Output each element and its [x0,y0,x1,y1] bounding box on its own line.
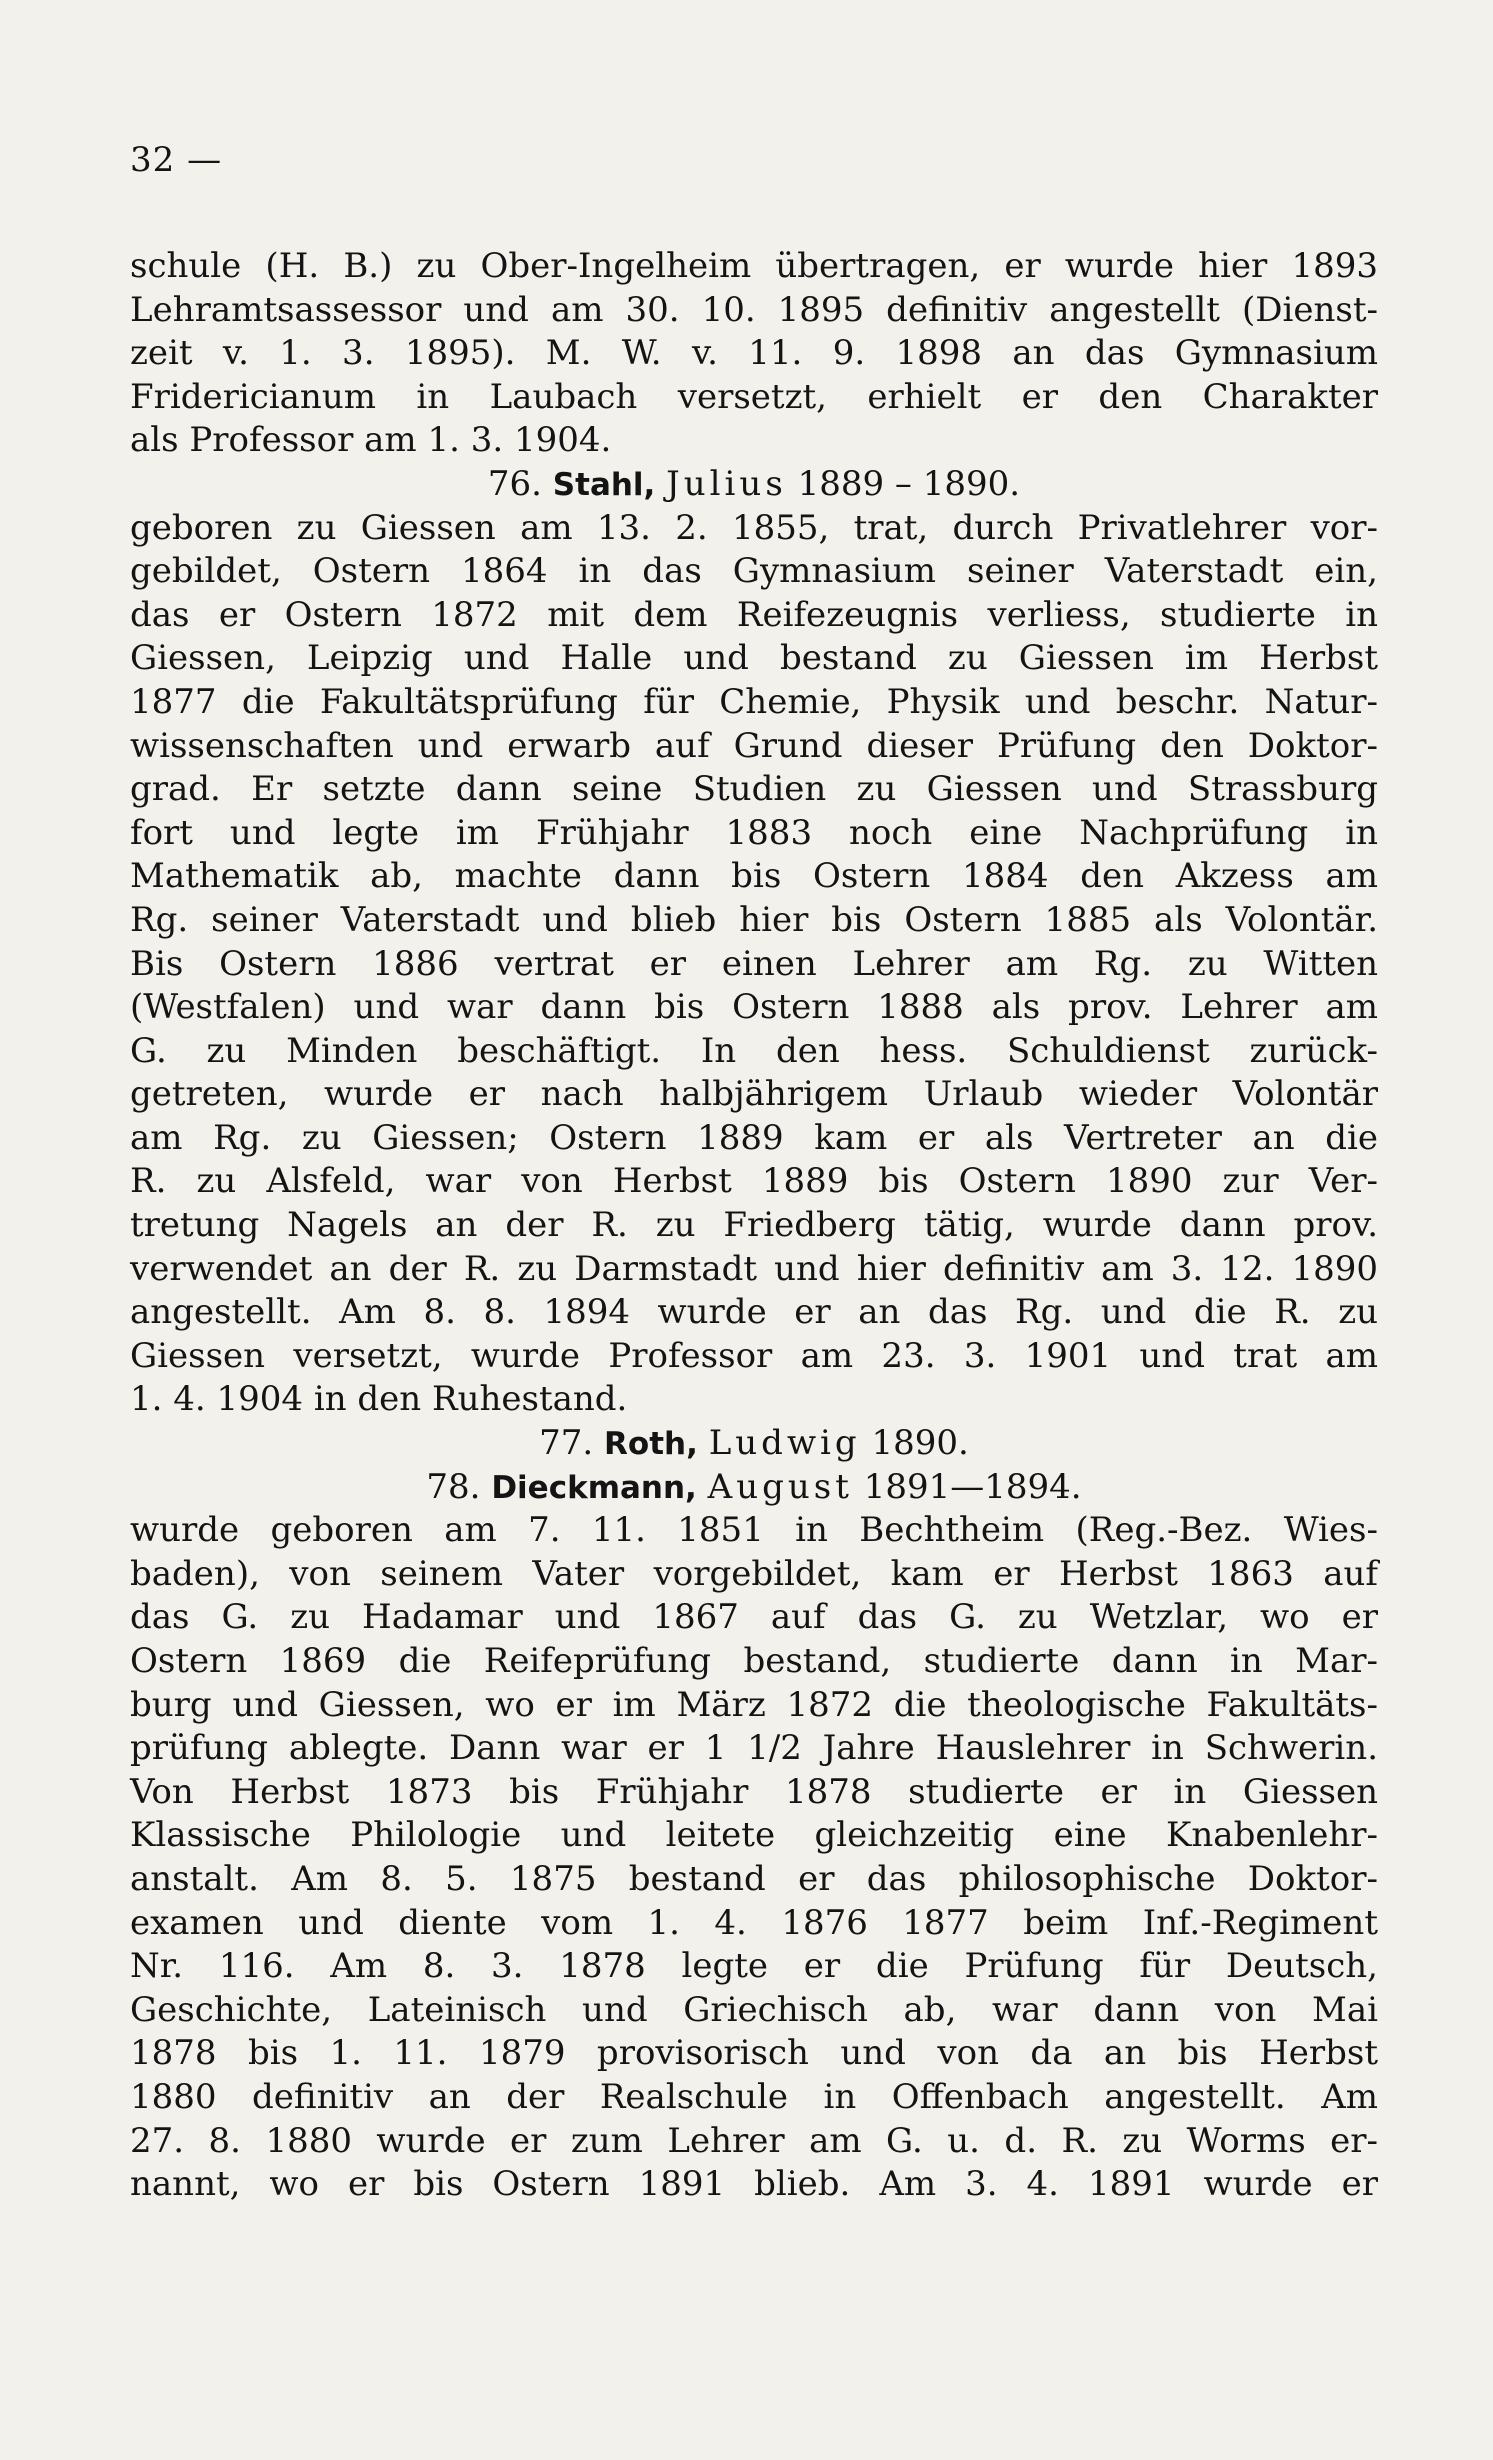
text-line: am Rg. zu Giessen; Ostern 1889 kam er als Vertreter an die [130,1117,1378,1158]
text-line: Von Herbst 1873 bis Frühjahr 1878 studierte er in Giessen [130,1771,1378,1812]
text-line: angestellt. Am 8. 8. 1894 wurde er an das Rg. und die R. zu [130,1292,1378,1333]
text-line: nannt, wo er bis Ostern 1891 blieb. Am 3. 4. 1891 wurde er [130,2164,1378,2205]
text-line: tretung Nagels an der R. zu Friedberg tätig, wurde dann prov. [130,1205,1378,1246]
text-line: 1878 bis 1. 11. 1879 provisorisch und von da an bis Herbst [130,2033,1378,2074]
text-line: 1. 4. 1904 in den Ruhestand. [130,1379,628,1420]
text-line: 1877 die Fakultätsprüfung für Chemie, Physik und beschr. Natur- [130,681,1378,722]
text-line: zeit v. 1. 3. 1895). M. W. v. 11. 9. 1898 an das Gymnasium [130,333,1378,374]
entry-heading-78 [130,1466,1378,1510]
text-line: wissenschaften und erwarb auf Grund dieser Prüfung den Doktor- [130,725,1378,766]
text-line: Lehramtsassessor und am 30. 10. 1895 definitiv angestellt (Dienst- [130,289,1378,330]
text-line: 1880 definitiv an der Realschule in Offenbach angestellt. Am [130,2076,1378,2117]
entry-heading-76 [130,463,1378,507]
text-line: Giessen versetzt, wurde Professor am 23. 3. 1901 und trat am [130,1335,1378,1376]
text-line: Mathematik ab, machte dann bis Ostern 1884 den Akzess am [130,856,1378,897]
text-line: das er Ostern 1872 mit dem Reifezeugnis verliess, studierte in [130,594,1378,635]
text-line: fort und legte im Frühjahr 1883 noch eine Nachprüfung in [130,812,1378,853]
text-line: burg und Giessen, wo er im März 1872 die theologische Fakultäts- [130,1684,1378,1725]
text-line: baden), von seinem Vater vorgebildet, kam er Herbst 1863 auf [130,1553,1378,1594]
entry-surname: Stahl, [552,466,656,503]
entry-years: 1890. [871,1423,969,1464]
text-line: Ostern 1869 die Reifeprüfung bestand, studierte dann in Mar- [130,1641,1378,1681]
entry-years: 1891—1894. [863,1466,1082,1507]
entry-surname: Roth, [604,1426,698,1463]
text-line: gebildet, Ostern 1864 in das Gymnasium seiner Vaterstadt ein, [130,551,1378,592]
text-line: als Professor am 1. 3. 1904. [130,420,612,461]
entry-given-name: August [707,1466,853,1507]
entry-number: 78. [426,1466,481,1507]
text-line: 27. 8. 1880 wurde er zum Lehrer am G. u. d. R. zu Worms er- [130,2120,1378,2161]
text-line: schule (H. B.) zu Ober-Ingelheim übertragen, er wurde hier 1893 [130,246,1378,286]
entry-given-name: Ludwig [708,1423,861,1464]
body-text [130,245,1378,2207]
page-number: 32 — [130,140,223,180]
entry-given-name: Julius [666,463,787,504]
text-line: grad. Er setzte dann seine Studien zu Giessen und Strassburg [130,769,1378,810]
text-line: Bis Ostern 1886 vertrat er einen Lehrer am Rg. zu Witten [130,943,1378,984]
text-line: Giessen, Leipzig und Halle und bestand zu Giessen im Herbst [130,638,1378,679]
entry-number: 76. [487,463,542,504]
text-line: Fridericianum in Laubach versetzt, erhielt er den Charakter [130,376,1378,417]
text-line: geboren zu Giessen am 13. 2. 1855, trat, durch Privatlehrer vor- [130,507,1378,548]
text-line: examen und diente vom 1. 4. 1876 1877 beim Inf.-Regiment [130,1902,1378,1943]
text-line: Rg. seiner Vaterstadt und blieb hier bis Ostern 1885 als Volontär. [130,899,1378,940]
entry-heading-77 [130,1422,1378,1466]
text-line: das G. zu Hadamar und 1867 auf das G. zu Wetzlar, wo er [130,1597,1378,1638]
entry-number: 77. [539,1423,594,1464]
entry-years: 1889 – 1890. [797,463,1021,504]
text-line: getreten, wurde er nach halbjährigem Urlaub wieder Volontär [130,1074,1378,1115]
text-line: verwendet an der R. zu Darmstadt und hier definitiv am 3. 12. 1890 [130,1248,1378,1289]
text-line: G. zu Minden beschäftigt. In den hess. Schuldienst zurück- [130,1030,1378,1071]
text-line: R. zu Alsfeld, war von Herbst 1889 bis Ostern 1890 zur Ver- [130,1161,1378,1202]
text-line: wurde geboren am 7. 11. 1851 in Bechtheim (Reg.-Bez. Wies- [130,1510,1378,1551]
text-line: (Westfalen) und war dann bis Ostern 1888 als prov. Lehrer am [130,987,1378,1028]
text-line: anstalt. Am 8. 5. 1875 bestand er das philosophische Doktor- [130,1858,1378,1899]
text-line: prüfung ablegte. Dann war er 1 1/2 Jahre Hauslehrer in Schwerin. [130,1728,1378,1769]
entry-surname: Dieckmann, [491,1469,697,1506]
text-line: Geschichte, Lateinisch und Griechisch ab, war dann von Mai [130,1989,1378,2030]
text-line: Klassische Philologie und leitete gleichzeitig eine Knabenlehr- [130,1815,1378,1856]
text-line: Nr. 116. Am 8. 3. 1878 legte er die Prüfung für Deutsch, [130,1946,1378,1987]
